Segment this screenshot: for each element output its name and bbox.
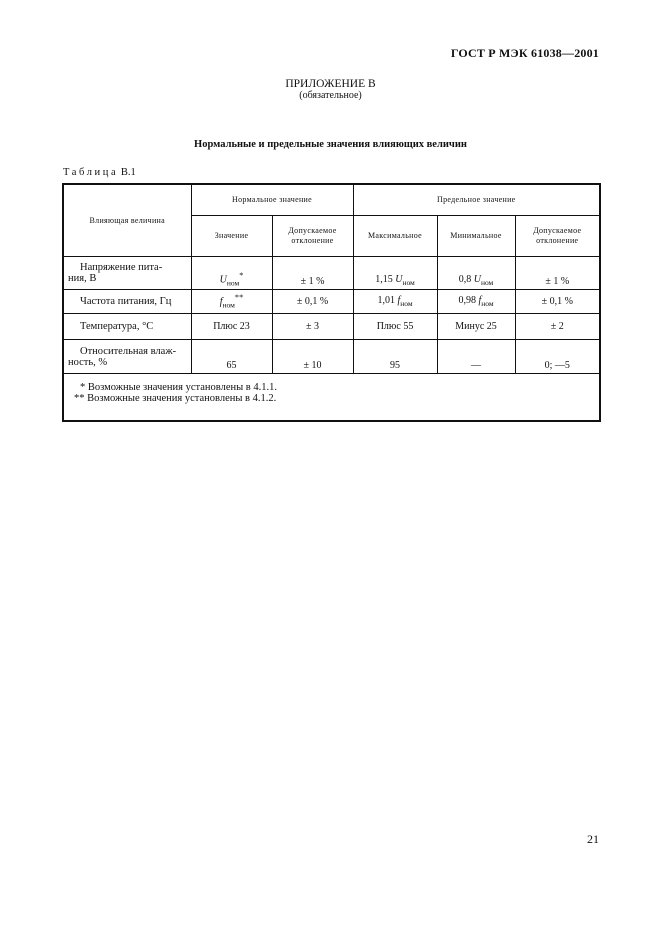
min-coefficient: 0,8 — [458, 274, 474, 285]
table-caption-number: В.1 — [120, 167, 136, 178]
cell-maximum — [353, 257, 437, 290]
cell-maximum: 95 — [353, 340, 437, 374]
subscript-nom: ном — [480, 278, 494, 287]
subheader-value: Значение — [191, 216, 272, 257]
header-influencing-quantity: Влияющая величина — [63, 184, 191, 257]
symbol-f: f — [219, 296, 223, 308]
cell-tolerance: ± 3 — [272, 314, 353, 340]
cell-tolerance: ± 10 — [272, 340, 353, 374]
annex-title-block — [0, 78, 661, 102]
max-coefficient: 1,15 — [375, 274, 396, 285]
footnote-2: ** Возможные значения установлены в 4.1.2. — [74, 393, 277, 404]
cell-value — [191, 290, 272, 314]
subscript-nom: ном — [400, 299, 413, 308]
cell-minimum — [437, 257, 515, 290]
row-label-line1: Относительная влаж- — [80, 345, 177, 357]
symbol-u: U — [473, 274, 481, 285]
cell-tolerance: ± 0,1 % — [272, 290, 353, 314]
cell-minimum — [437, 290, 515, 314]
cell-value: 65 — [191, 340, 272, 374]
cell-value: Плюс 23 — [191, 314, 272, 340]
footnote-mark: ** — [234, 293, 244, 303]
subheader-tolerance — [272, 216, 353, 257]
subheader-limit-tolerance-line1: Допускаемое — [533, 226, 582, 235]
subheader-limit-tolerance-line2: отклонение — [536, 236, 579, 245]
row-label-humidity — [63, 340, 191, 374]
row-label-text: Частота питания, Гц — [80, 296, 172, 307]
subheader-tolerance-line2: отклонение — [291, 236, 334, 245]
max-coefficient: 1,01 — [377, 295, 398, 306]
header-normal-value: Нормальное значение — [191, 184, 353, 216]
cell-value — [191, 257, 272, 290]
row-label-line2: ния, В — [68, 273, 97, 284]
cell-maximum — [353, 290, 437, 314]
cell-minimum: Минус 25 — [437, 314, 515, 340]
symbol-u: U — [219, 274, 227, 285]
table-footnotes-row — [63, 374, 600, 422]
page-number: 21 — [587, 832, 599, 846]
cell-limit-tolerance: ± 0,1 % — [515, 290, 600, 314]
section-heading: Нормальные и предельные значения влияющих величин — [194, 139, 467, 150]
subheader-minimum: Минимальное — [437, 216, 515, 257]
subscript-nom: ном — [481, 299, 494, 308]
cell-tolerance: ± 1 % — [272, 257, 353, 290]
symbol-u: U — [395, 274, 403, 285]
symbol-f: f — [478, 295, 482, 306]
footnote-1: * Возможные значения установлены в 4.1.1. — [80, 382, 277, 393]
cell-maximum: Плюс 55 — [353, 314, 437, 340]
row-label-temperature — [63, 314, 191, 340]
standard-code: ГОСТ Р МЭК 61038—2001 — [450, 46, 599, 60]
header-limit-value: Предельное значение — [353, 184, 600, 216]
subheader-maximum: Максимальное — [353, 216, 437, 257]
table-footnotes — [63, 374, 600, 422]
footnote-mark: * — [239, 270, 244, 280]
table-row — [63, 257, 600, 290]
cell-limit-tolerance: ± 1 % — [515, 257, 600, 290]
row-label-frequency — [63, 290, 191, 314]
min-coefficient: 0,98 — [458, 295, 479, 306]
cell-limit-tolerance: 0; —5 — [515, 340, 600, 374]
subscript-nom: ном — [222, 300, 235, 310]
row-label-line2: ность, % — [68, 356, 108, 368]
table-row — [63, 314, 600, 340]
table-caption-word: Таблица — [63, 167, 119, 178]
row-label-text: Температура, °С — [80, 321, 154, 332]
table-row — [63, 340, 600, 374]
cell-minimum: — — [437, 340, 515, 374]
row-label-voltage — [63, 257, 191, 290]
table-header-row — [63, 184, 600, 216]
influence-values-table — [62, 183, 601, 422]
symbol-f: f — [397, 295, 401, 306]
annex-title: ПРИЛОЖЕНИЕ В — [285, 78, 376, 90]
subheader-limit-tolerance — [515, 216, 600, 257]
subscript-nom: ном — [402, 278, 415, 287]
row-label-line1: Напряжение пита- — [80, 262, 163, 273]
annex-subtitle: (обязательное) — [299, 90, 362, 101]
cell-limit-tolerance: ± 2 — [515, 314, 600, 340]
subscript-nom: ном — [226, 278, 240, 287]
table-caption — [63, 167, 136, 178]
table-row — [63, 290, 600, 314]
subheader-tolerance-line1: Допускаемое — [288, 226, 337, 235]
